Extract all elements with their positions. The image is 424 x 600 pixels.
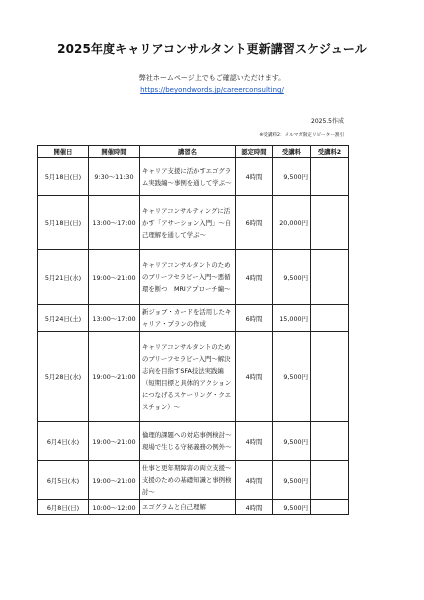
- header-course: 講習名: [140, 146, 236, 158]
- row-course: 倫理的課題への対応事例検討～現場で生じる守秘義務の例外～: [140, 422, 236, 461]
- header-time: 開催時間: [89, 146, 140, 158]
- schedule-table: [37, 145, 349, 515]
- header-hours: 認定時間: [236, 146, 273, 158]
- row-date: 5月18日(日): [38, 196, 89, 250]
- row-fee2: [311, 158, 349, 196]
- row-hours: 4時間: [236, 250, 273, 305]
- table-row: [38, 500, 349, 515]
- header-fee: 受講料: [273, 146, 311, 158]
- website-link[interactable]: https://beyondwords.jp/careerconsulting/: [140, 86, 284, 94]
- row-date: 6月5日(木): [38, 461, 89, 500]
- row-time: 9:30～11:30: [89, 158, 140, 196]
- row-time: 19:00～21:00: [89, 461, 140, 500]
- table-row: [38, 422, 349, 461]
- row-date: 6月8日(日): [38, 500, 89, 515]
- row-fee2: [311, 500, 349, 515]
- row-hours: 4時間: [236, 461, 273, 500]
- table-row: [38, 461, 349, 500]
- row-course: エゴグラムと自己理解: [140, 500, 236, 515]
- row-date: 6月4日(水): [38, 422, 89, 461]
- row-time: 19:00～21:00: [89, 422, 140, 461]
- page-title: 2025年度キャリアコンサルタント更新講習スケジュール: [57, 42, 367, 56]
- row-fee: 9,500円: [273, 250, 311, 305]
- table-row: [38, 158, 349, 196]
- row-hours: 4時間: [236, 500, 273, 515]
- row-fee2: [311, 332, 349, 422]
- row-date: 5月21日(水): [38, 250, 89, 305]
- row-time: 10:00～12:00: [89, 500, 140, 515]
- row-hours: 4時間: [236, 158, 273, 196]
- row-fee: 9,500円: [273, 158, 311, 196]
- row-course: キャリアコンサルタントのためのブリーフセラピー入門～悪循環を断つ MRIアプローチ編～: [140, 250, 236, 305]
- row-time: 13:00～17:00: [89, 305, 140, 332]
- fee-footnote: ※受講料2：メルマガ限定リピーター割引: [259, 133, 344, 138]
- created-date: 2025.5作成: [311, 118, 344, 125]
- row-fee: 20,000円: [273, 196, 311, 250]
- row-fee: 9,500円: [273, 461, 311, 500]
- row-hours: 4時間: [236, 332, 273, 422]
- row-date: 5月18日(日): [38, 158, 89, 196]
- website-notice: 弊社ホームページ上でもご確認いただけます。: [138, 74, 286, 82]
- table-row: [38, 332, 349, 422]
- row-fee: 15,000円: [273, 305, 311, 332]
- row-time: 13:00～17:00: [89, 196, 140, 250]
- row-time: 19:00～21:00: [89, 250, 140, 305]
- row-hours: 4時間: [236, 422, 273, 461]
- row-date: 5月24日(土): [38, 305, 89, 332]
- table-row: [38, 196, 349, 250]
- header-fee2: 受講料2: [311, 146, 349, 158]
- header-date: 開催日: [38, 146, 89, 158]
- table-row: [38, 250, 349, 305]
- row-course: キャリアコンサルティングに活かす「アサーション入門」～自己理解を通して学ぶ～: [140, 196, 236, 250]
- row-fee2: [311, 305, 349, 332]
- row-fee: 9,500円: [273, 332, 311, 422]
- row-fee2: [311, 196, 349, 250]
- row-course: 新ジョブ・カードを活用したキャリア・プランの作成: [140, 305, 236, 332]
- row-course: キャリア支援に活かすエゴグラム実践編～事例を通して学ぶ～: [140, 158, 236, 196]
- row-hours: 6時間: [236, 305, 273, 332]
- row-fee: 9,500円: [273, 422, 311, 461]
- row-fee2: [311, 422, 349, 461]
- row-date: 5月28日(水): [38, 332, 89, 422]
- row-fee: 9,500円: [273, 500, 311, 515]
- row-hours: 6時間: [236, 196, 273, 250]
- row-time: 19:00～21:00: [89, 332, 140, 422]
- row-course: 仕事と更年期障害の両立支援～支援のための基礎知識と事例検討～: [140, 461, 236, 500]
- row-course: キャリアコンサルタントのためのブリーフセラピー入門～解決志向を目指すSFA技法実践編（短期目標と具体的アクションにつなげるスケーリング・クエスチョン）～: [140, 332, 236, 422]
- table-row: [38, 305, 349, 332]
- row-fee2: [311, 461, 349, 500]
- table-header-row: [38, 146, 349, 158]
- row-fee2: [311, 250, 349, 305]
